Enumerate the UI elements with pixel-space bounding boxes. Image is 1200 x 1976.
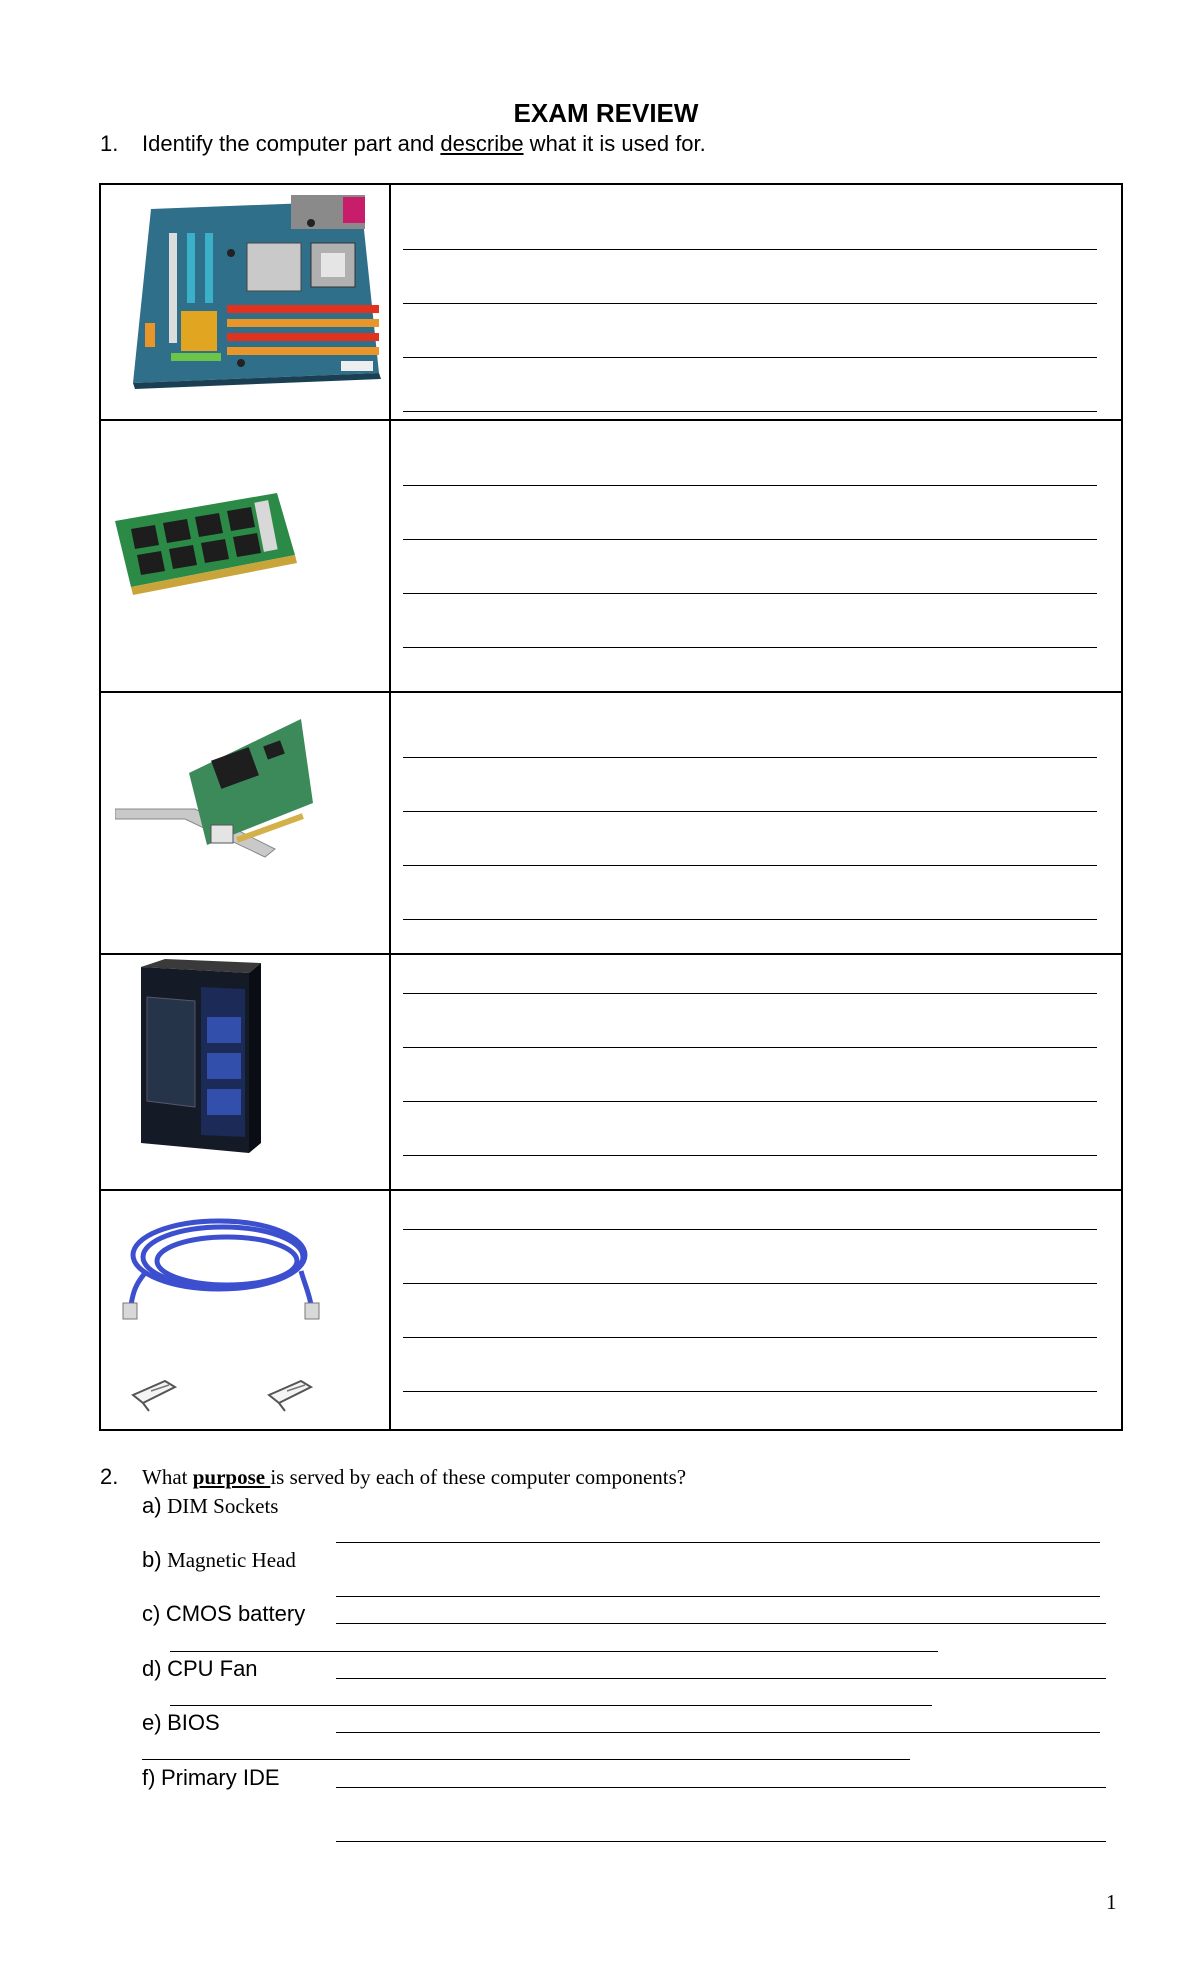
part-image-cell xyxy=(100,184,390,420)
item-letter: f) xyxy=(142,1765,156,1790)
question-emphasis: purpose xyxy=(192,1465,271,1489)
answer-line[interactable] xyxy=(403,303,1097,304)
answer-line[interactable] xyxy=(336,1787,1106,1788)
answer-line[interactable] xyxy=(403,757,1097,758)
answer-line[interactable] xyxy=(170,1705,932,1706)
table-row xyxy=(100,420,1122,692)
connector-icon xyxy=(129,1377,179,1413)
answer-line[interactable] xyxy=(403,993,1097,994)
ram-module-image xyxy=(109,491,309,601)
item-label: CPU Fan xyxy=(167,1656,258,1681)
item-label: Primary IDE xyxy=(160,1765,280,1790)
answer-line[interactable] xyxy=(403,1155,1097,1156)
answer-line[interactable] xyxy=(403,1283,1097,1284)
list-item xyxy=(142,1493,278,1519)
answer-line[interactable] xyxy=(142,1759,910,1760)
answer-line[interactable] xyxy=(403,1229,1097,1230)
part-image-cell xyxy=(100,692,390,954)
answer-cell[interactable] xyxy=(390,692,1122,954)
list-item xyxy=(142,1765,280,1791)
parts-table xyxy=(99,183,1123,1431)
answer-line[interactable] xyxy=(336,1596,1100,1597)
page-number: 1 xyxy=(1106,1890,1117,1914)
part-image-cell xyxy=(100,954,390,1190)
answer-cell[interactable] xyxy=(390,184,1122,420)
answer-line[interactable] xyxy=(403,1391,1097,1392)
answer-line[interactable] xyxy=(336,1623,1106,1624)
table-row xyxy=(100,954,1122,1190)
answer-line[interactable] xyxy=(403,865,1097,866)
question-number: 1. xyxy=(100,131,119,156)
part-image-cell xyxy=(100,1190,390,1430)
answer-line[interactable] xyxy=(336,1542,1100,1543)
list-item xyxy=(142,1656,258,1682)
item-label: DIM Sockets xyxy=(167,1494,279,1518)
answer-line[interactable] xyxy=(336,1841,1106,1842)
item-label: CMOS battery xyxy=(165,1601,306,1626)
answer-line[interactable] xyxy=(403,811,1097,812)
item-letter: d) xyxy=(142,1656,162,1681)
question-text-end: is served by each of these computer components? xyxy=(270,1465,687,1489)
item-label: Magnetic Head xyxy=(167,1548,296,1572)
answer-line[interactable] xyxy=(336,1678,1106,1679)
item-letter: a) xyxy=(142,1493,162,1518)
network-card-image xyxy=(115,713,315,863)
answer-cell[interactable] xyxy=(390,1190,1122,1430)
answer-line[interactable] xyxy=(403,539,1097,540)
item-letter: b) xyxy=(142,1547,162,1572)
answer-line[interactable] xyxy=(336,1732,1100,1733)
answer-cell[interactable] xyxy=(390,420,1122,692)
connector-icon xyxy=(265,1377,315,1413)
question-number: 2. xyxy=(100,1464,119,1489)
answer-line[interactable] xyxy=(403,411,1097,412)
table-row xyxy=(100,692,1122,954)
part-image-cell xyxy=(100,420,390,692)
answer-line[interactable] xyxy=(403,919,1097,920)
answer-line[interactable] xyxy=(403,249,1097,250)
question-1 xyxy=(100,131,706,157)
answer-cell[interactable] xyxy=(390,954,1122,1190)
question-text: Identify the computer part and xyxy=(142,131,441,156)
table-row xyxy=(100,1190,1122,1430)
answer-line[interactable] xyxy=(403,1101,1097,1102)
computer-case-image xyxy=(137,957,267,1157)
answer-line[interactable] xyxy=(403,485,1097,486)
item-letter: e) xyxy=(142,1710,162,1735)
question-emphasis: describe xyxy=(440,131,524,156)
question-text-end: what it is used for. xyxy=(523,131,706,156)
answer-line[interactable] xyxy=(403,1047,1097,1048)
list-item xyxy=(142,1710,220,1736)
question-2 xyxy=(100,1464,686,1490)
network-cable-image xyxy=(115,1213,335,1323)
page-title: EXAM REVIEW xyxy=(513,98,699,128)
item-label: BIOS xyxy=(167,1710,220,1735)
item-letter: c) xyxy=(142,1601,161,1626)
answer-line[interactable] xyxy=(170,1651,938,1652)
list-item xyxy=(142,1601,305,1627)
answer-line[interactable] xyxy=(403,593,1097,594)
answer-line[interactable] xyxy=(403,357,1097,358)
motherboard-image xyxy=(111,193,391,415)
answer-line[interactable] xyxy=(403,1337,1097,1338)
list-item xyxy=(142,1547,296,1573)
table-row xyxy=(100,184,1122,420)
answer-line[interactable] xyxy=(403,647,1097,648)
question-text: What xyxy=(142,1465,193,1489)
